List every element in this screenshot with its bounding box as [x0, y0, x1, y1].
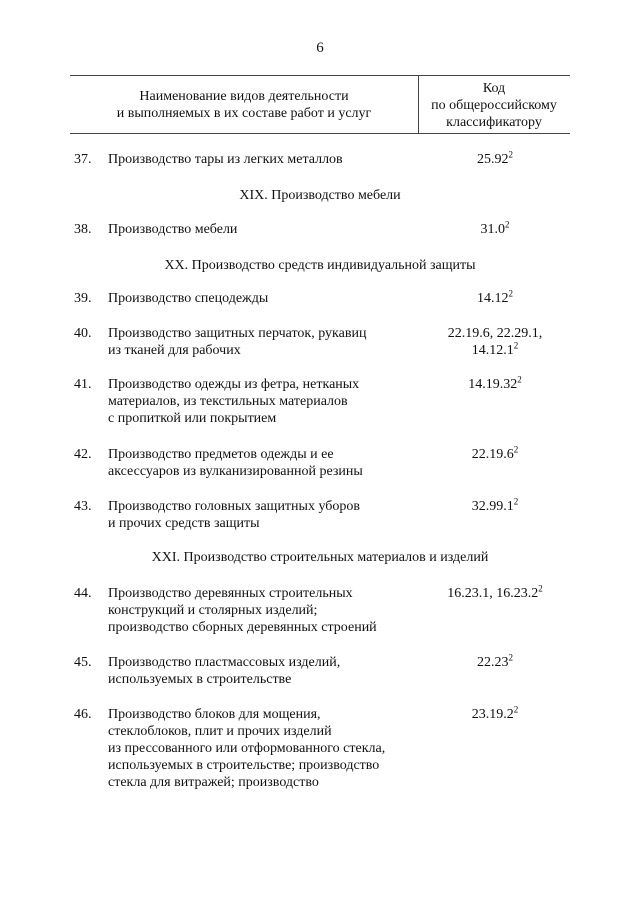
row-name [108, 290, 428, 307]
table-rule-bottom [70, 133, 570, 134]
code-text: 14.19.32 [468, 377, 518, 392]
row-code-line [420, 446, 570, 463]
footnote-mark: 2 [513, 444, 519, 455]
row-code [420, 376, 570, 393]
code-text: 31.0 [480, 222, 505, 237]
row-name-line: Производство одежды из фетра, нетканых [108, 377, 360, 392]
row-name-line: Производство пластмассовых изделий, [108, 655, 341, 670]
row-name [108, 221, 428, 238]
row-name [108, 446, 428, 480]
row-name [108, 325, 428, 359]
row-code-line [420, 221, 570, 238]
row-name-line: Производство защитных перчаток, рукавиц [108, 326, 367, 341]
footnote-mark: 2 [538, 583, 543, 594]
footnote-mark: 2 [513, 704, 519, 715]
row-code [420, 585, 570, 602]
row-name-line: Производство блоков для мощения, [108, 707, 321, 722]
row-code-line [420, 342, 570, 359]
row-name [108, 706, 428, 791]
code-text: 25.92 [477, 152, 509, 167]
code-text: 14.12.1 [471, 343, 514, 358]
row-name-line: конструкций и столярных изделий; [108, 603, 318, 618]
header-activity [70, 88, 418, 122]
row-name-line: Производство мебели [108, 222, 238, 237]
row-code [420, 290, 570, 307]
section-heading: XXI. Производство строительных материалов и изделий [151, 550, 489, 565]
table-rule-top [70, 75, 570, 76]
header-activity-line: Наименование видов деятельности [139, 89, 349, 104]
code-text: 22.23 [477, 655, 509, 670]
row-name-line: материалов, из текстильных материалов [108, 394, 348, 409]
footnote-mark: 2 [513, 496, 519, 507]
row-name-line: используемых в строительстве; производство [108, 758, 380, 773]
row-number: 46. [74, 707, 92, 722]
row-code [420, 325, 570, 359]
footnote-mark: 2 [508, 652, 513, 663]
section-heading: XX. Производство средств индивидуальной защиты [164, 258, 476, 273]
row-number: 45. [74, 655, 92, 670]
row-number: 39. [74, 291, 92, 306]
row-name [108, 151, 428, 168]
row-name-line: аксессуаров из вулканизированной резины [108, 464, 363, 479]
row-name-line: Производство тары из легких металлов [108, 152, 343, 167]
section-heading: XIX. Производство мебели [239, 188, 401, 203]
row-code-line [420, 654, 570, 671]
row-name-line: Производство спецодежды [108, 291, 269, 306]
row-name-line: Производство предметов одежды и ее [108, 447, 334, 462]
row-name [108, 498, 428, 532]
row-name-line: с пропиткой или покрытием [108, 411, 277, 426]
row-number: 43. [74, 499, 92, 514]
header-code-line: классификатору [446, 115, 542, 130]
row-code-line [420, 151, 570, 168]
row-name-line: и прочих средств защиты [108, 516, 260, 531]
row-code-line [420, 290, 570, 307]
page-number: 6 [316, 40, 324, 56]
header-code [418, 80, 570, 131]
footnote-mark: 2 [513, 340, 519, 351]
row-name-line: производство сборных деревянных строений [108, 620, 377, 635]
row-name [108, 654, 428, 688]
row-name [108, 376, 428, 427]
row-code [420, 706, 570, 723]
row-number: 37. [74, 152, 92, 167]
row-code [420, 498, 570, 515]
row-name-line: стекла для витражей; производство [108, 775, 319, 790]
row-code [420, 446, 570, 463]
row-name-line: Производство деревянных строительных [108, 586, 353, 601]
row-name-line: используемых в строительстве [108, 672, 292, 687]
code-text: 16.23.1, 16.23.2 [447, 586, 539, 601]
row-code-line [420, 585, 570, 602]
footnote-mark: 2 [517, 374, 522, 385]
row-number: 41. [74, 377, 92, 392]
footnote-mark: 2 [505, 219, 510, 230]
header-code-line: по общероссийскому [431, 98, 557, 113]
row-number: 40. [74, 326, 92, 341]
row-code-line: 22.19.6, 22.29.1, [447, 326, 543, 341]
row-number: 38. [74, 222, 92, 237]
row-code [420, 654, 570, 671]
row-name-line: стеклоблоков, плит и прочих изделий [108, 724, 332, 739]
row-name-line: из прессованного или отформованного стекла, [108, 741, 386, 756]
code-text: 14.12 [477, 291, 509, 306]
row-code [420, 221, 570, 238]
row-name [108, 585, 428, 636]
header-activity-line: и выполняемых в их составе работ и услуг [116, 106, 372, 121]
code-text: 32.99.1 [471, 499, 514, 514]
row-number: 44. [74, 586, 92, 601]
header-code-line: Код [482, 81, 506, 96]
code-text: 22.19.6 [471, 447, 514, 462]
row-code-line [420, 498, 570, 515]
row-name-line: Производство головных защитных уборов [108, 499, 360, 514]
code-text: 23.19.2 [471, 707, 514, 722]
row-code-line [420, 706, 570, 723]
row-code-line [420, 376, 570, 393]
footnote-mark: 2 [508, 288, 513, 299]
row-code [420, 151, 570, 168]
row-number: 42. [74, 447, 92, 462]
footnote-mark: 2 [508, 149, 513, 160]
row-name-line: из тканей для рабочих [108, 343, 241, 358]
